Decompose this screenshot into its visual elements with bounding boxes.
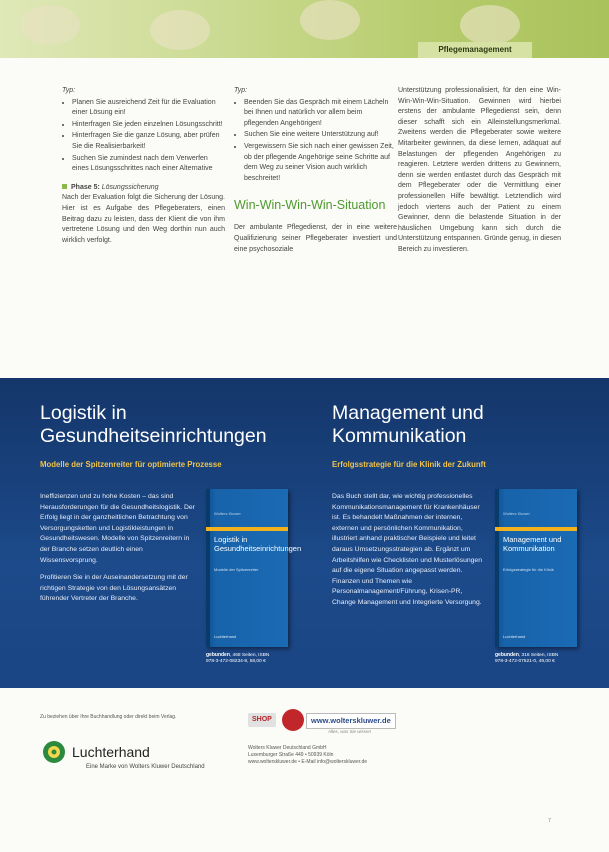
luchterhand-logo-icon xyxy=(42,740,66,764)
ad-title-management: Management und Kommunikation xyxy=(332,402,484,447)
column-3: Unterstützung professionalisiert, für den eine Win-Win-Win-Win-Situation. Gewinnen wird hierbei erstens der ambulante Pflegedienst sein, denn dieser schafft sich ein Alleinstellungsmerkmal. Zweitens werden die Pflegeberater sowie weitere Mitarbeiter gewinnen, da diese lernen, adäquat auf Belastungen der pflegenden Angehörigen zu reagieren. Letztere werden drittens zu Gewinnern, denn sie werden entlastet durch das Gespräch mit dem Pflegeberater oder die Vermittlung einer professionellen Hilfe bewältigt. Letztendlich wird jedoch viertens auch der Patient zu einem Gewinner, denn die belastende Situation in der häuslichen Umgebung kann sich durch die Unterstützung entspannen. Gründe genug, in diesen Bereich zu investieren. xyxy=(398,87,561,253)
phase-number: Phase 5: xyxy=(71,183,100,191)
book-stripe xyxy=(206,527,288,531)
book-publisher: Luchterhand xyxy=(214,634,237,639)
face-image xyxy=(150,10,210,50)
brand-tagline: Eine Marke von Wolters Kluwer Deutschland xyxy=(86,764,205,770)
list-item: • Suchen Sie zumindest nach dem Verwerfen eines Lösungsschrittes nach einer Alternative xyxy=(72,154,225,175)
ad-paragraph: Profitieren Sie in der Auseinandersetzung mit der richtigen Strategie von den Lösungsansätzen führender Vertreter der Branche. xyxy=(40,574,188,603)
shop-link[interactable]: www.wolterskluwer.de xyxy=(306,713,396,729)
tips-list xyxy=(234,98,397,185)
list-item: • Hinterfragen Sie die ganze Lösung, aber prüfen Sie die Realisierbarkeit! xyxy=(72,131,225,152)
list-item: • Vergewissern Sie sich nach einer gewissen Zeit, ob der pflegende Angehörige seine Schritte auf dem Weg zu seiner Vision auch wirklich beschreitet! xyxy=(244,142,397,184)
tips-list xyxy=(62,98,225,175)
face-image xyxy=(300,0,360,40)
book-series: Wolters Kluwer xyxy=(503,511,530,516)
list-item: • Beenden Sie das Gespräch mit einem Lächeln bei Ihnen und natürlich vor allem beim pflegenden Angehörigen! xyxy=(244,98,397,130)
book-series: Wolters Kluwer xyxy=(214,511,241,516)
book-details: , 468 Seiten, ISBN 978-3-472-08234-8, 58,00 € xyxy=(206,653,270,664)
list-item: • Suchen Sie eine weitere Unterstützung auf! xyxy=(244,130,397,141)
book-info-management xyxy=(495,652,565,665)
book-spine xyxy=(495,489,499,647)
address-line: Luxemburger Straße 449 • 50939 Köln xyxy=(248,752,334,758)
book-spine xyxy=(206,489,210,647)
square-bullet-icon xyxy=(62,184,67,189)
book-author: Modelle der Spitzenreiter xyxy=(214,567,259,572)
ad-title-logistik: Logistik in Gesundheitseinrichtungen xyxy=(40,402,267,447)
list-item: • Hinterfragen Sie jeden einzelnen Lösungsschritt! xyxy=(72,120,225,131)
shopping-cart-icon xyxy=(282,709,304,731)
shop-banner[interactable] xyxy=(248,709,416,733)
book-title: Management und Kommunikation xyxy=(503,535,562,553)
book-author: Erfolgsstrategie für die Klinik xyxy=(503,567,554,572)
column-1 xyxy=(62,86,225,246)
binding-label: gebunden xyxy=(495,652,519,658)
page-number: 7 xyxy=(548,818,552,824)
phase-text: Nach der Evaluation folgt die Sicherung der Lösung. Hier ist es Aufgabe des Pflegeberaters, einen Beitrag dazu zu leisten, dass der Klient die von ihm vertretene Lösung und den Weg dorthin nun auch wirklich verfolgt. xyxy=(62,194,225,244)
book-details: , 316 Seiten, ISBN 978-3-472-07521-0, 49,00 € xyxy=(495,653,559,664)
order-note: Zu beziehen über Ihre Buchhandlung oder direkt beim Verlag. xyxy=(40,714,177,720)
book-publisher: Luchterhand xyxy=(503,634,526,639)
shop-label: SHOP xyxy=(248,713,276,727)
face-image xyxy=(20,5,80,45)
ad-paragraph: Ineffizienzen und zu hohe Kosten – das sind Herausforderungen für die Gesundheitslogistik. Der Erfolg liegt in der ganzheitlichen Betrachtung von Versorgungsketten und Logistikleistungen in Gesundheitswesen. Modelle von Spitzenreitern in der Branche setzen deutlich einen Wissensvorsprung. xyxy=(40,493,195,564)
book-cover-logistik xyxy=(206,489,302,647)
book-cover-management xyxy=(495,489,577,647)
ad-subtitle-logistik: Modelle der Spitzenreiter für optimierte Prozesse xyxy=(40,460,222,469)
publisher-address xyxy=(248,745,367,766)
phase-subtitle: Lösungssicherung xyxy=(101,183,159,191)
section-label: Pflegemanagement xyxy=(418,42,532,58)
phase-5 xyxy=(62,183,225,247)
column-2 xyxy=(234,86,397,255)
type-label: Typ: xyxy=(234,87,248,94)
ad-subtitle-management: Erfolgsstrategie für die Klinik der Zukunft xyxy=(332,460,486,469)
type-label: Typ: xyxy=(62,87,76,94)
brand-name: Luchterhand xyxy=(72,744,150,760)
shop-tagline: Alles, was Sie wissen xyxy=(328,729,372,734)
book-stripe xyxy=(495,527,577,531)
body-text: Der ambulante Pflegedienst, der in eine weitere Qualifizierung seiner Pflegeberater investiert und eine psychosoziale xyxy=(234,224,397,253)
ad-text-management: Das Buch stellt dar, wie wichtig professionelles Kommunikationsmanagement für Krankenhäuser ist. Es behandelt Maßnahmen der internen, externen und persönlichen Kommunikation, illustriert anhand praktischer Beispiele und leitet daraus Umsetzungsstrategien ab. Ergänzt um Arbeitshilfen wie Checklisten und Musterlösungen auf die eigene Situation angepasst werden. Finanzen und Themen wie Personalmanagement/Führung, Krisen-PR, Change Management und Integrierte Versorgung. xyxy=(332,493,482,606)
phase-title xyxy=(62,183,225,194)
section-heading: Win-Win-Win-Win-Situation xyxy=(234,198,386,213)
address-line: www.wolterskluwer.de • E-Mail info@wolterskluwer.de xyxy=(248,759,368,765)
ad-text-logistik xyxy=(40,492,198,612)
face-image xyxy=(460,5,520,45)
address-line: Wolters Kluwer Deutschland GmbH xyxy=(248,745,327,751)
book-info-logistik xyxy=(206,652,276,665)
book-title: Logistik in Gesundheitseinrichtungen xyxy=(214,535,302,553)
list-item: • Planen Sie ausreichend Zeit für die Evaluation einer Lösung ein! xyxy=(72,98,225,119)
binding-label: gebunden xyxy=(206,652,230,658)
